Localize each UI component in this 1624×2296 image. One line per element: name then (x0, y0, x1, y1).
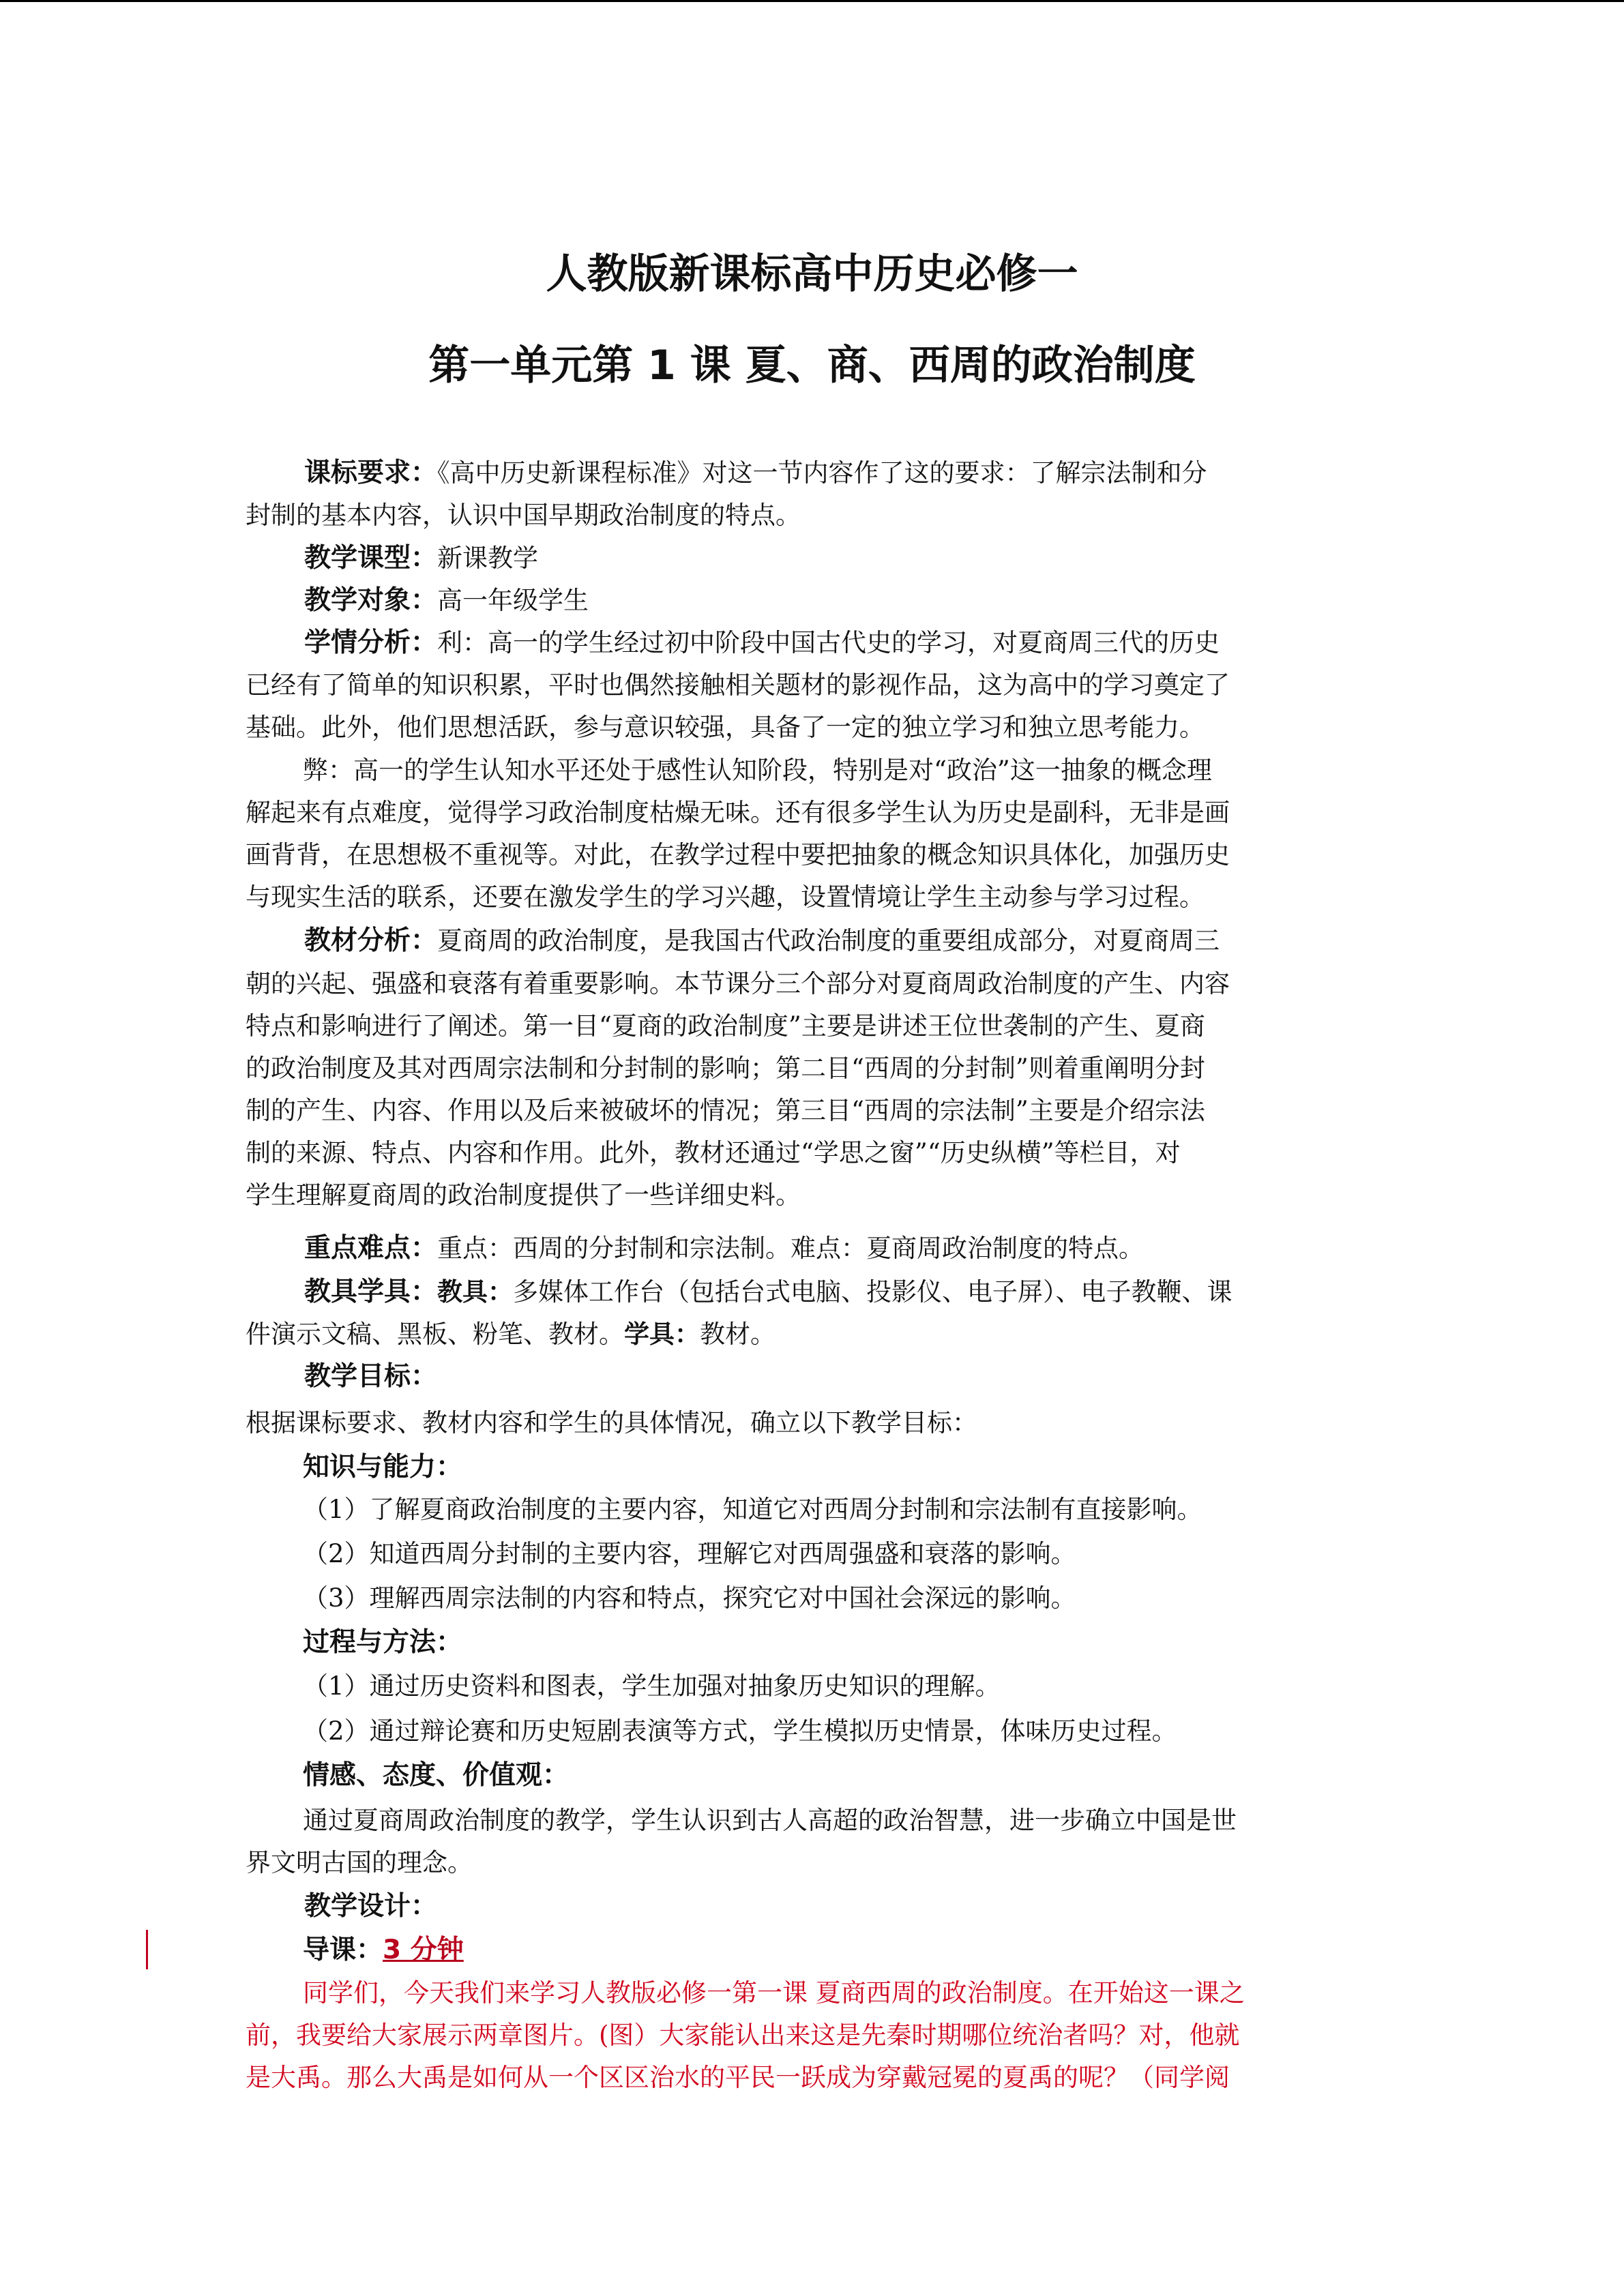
paragraph-line: 解起来有点难度，觉得学习政治制度枯燥无味。还有很多学生认为历史是副科，无非是画 (246, 798, 1230, 827)
list-item: （2）知道西周分封制的主要内容，理解它对西周强盛和衰落的影响。 (303, 1539, 1076, 1568)
line-key-points: 重点难点：重点：西周的分封制和宗法制。难点：夏商周政治制度的特点。 (304, 1233, 1145, 1264)
paragraph-line: 朝的兴起、强盛和衰落有着重要影响。本节课分三个部分对夏商周政治制度的产生、内容 (246, 969, 1230, 998)
list-item: （2）通过辩论赛和历史短剧表演等方式，学生模拟历史情景，体味历史过程。 (303, 1716, 1177, 1746)
paragraph-line: 件演示文稿、黑板、粉笔、教材。学具：教材。 (246, 1319, 776, 1349)
paragraph-line: 特点和影响进行了阐述。第一目“夏商的政治制度”主要是讲述王位世袭制的产生、夏商 (246, 1011, 1205, 1041)
paragraph-line: 是大禹。那么大禹是如何从一个区区治水的平民一跃成为穿戴冠冕的夏禹的呢？（同学阅 (246, 2063, 1230, 2092)
intro-duration: 3 分钟 (383, 1935, 464, 1965)
line-audience: 教学对象：高一年级学生 (304, 585, 589, 616)
paragraph-line: 制的产生、内容、作用以及后来被破坏的情况；第三目“西周的宗法制”主要是介绍宗法 (246, 1096, 1205, 1125)
heading-knowledge: 知识与能力： (303, 1452, 463, 1482)
paragraph-line: 的政治制度及其对西周宗法制和分封制的影响；第二目“西周的分封制”则着重阐明分封 (246, 1054, 1205, 1083)
paragraph-line: 制的来源、特点、内容和作用。此外，教材还通过“学思之窗”“历史纵横”等栏目，对 (246, 1138, 1181, 1167)
list-item: （1）通过历史资料和图表，学生加强对抽象历史知识的理解。 (303, 1671, 1001, 1701)
paragraph-line: 基础。此外，他们思想活跃，参与意识较强，具备了一定的独立学习和独立思考能力。 (246, 713, 1205, 742)
paragraph-line: 已经有了简单的知识积累，平时也偶然接触相关题材的影视作品，这为高中的学习奠定了 (246, 670, 1230, 700)
line-intro: 导课：3 分钟 (303, 1935, 464, 1965)
line-student-analysis: 学情分析：利：高一的学生经过初中阶段中国古代史的学习，对夏商周三代的历史 (304, 627, 1220, 658)
paragraph-line: 与现实生活的联系，还要在激发学生的学习兴趣，设置情境让学生主动参与学习过程。 (246, 882, 1205, 912)
line-textbook-analysis: 教材分析：夏商周的政治制度，是我国古代政治制度的重要组成部分，对夏商周三 (304, 925, 1220, 956)
paragraph-line: 学生理解夏商周的政治制度提供了一些详细史料。 (246, 1180, 801, 1210)
paragraph-line: 根据课标要求、教材内容和学生的具体情况，确立以下教学目标： (246, 1408, 977, 1437)
label-standard: 课标要求： (304, 458, 438, 488)
heading-objectives: 教学目标： (304, 1361, 438, 1392)
lesson-title: 第一单元第 1 课 夏、商、西周的政治制度 (428, 342, 1196, 389)
line-teaching-tools: 教具学具：教具：多媒体工作台（包括台式电脑、投影仪、电子屏）、电子教鞭、课 (304, 1277, 1232, 1307)
document-title: 人教版新课标高中历史必修一 (546, 250, 1078, 298)
paragraph-line: 前，我要给大家展示两章图片。(图）大家能认出来这是先秦时期哪位统治者吗？对，他就 (246, 2021, 1240, 2050)
heading-teaching-design: 教学设计： (304, 1891, 438, 1922)
list-item: （1）了解夏商政治制度的主要内容，知道它对西周分封制和宗法制有直接影响。 (303, 1495, 1202, 1524)
page-top-border (0, 0, 1624, 2)
paragraph-line: 封制的基本内容，认识中国早期政治制度的特点。 (246, 501, 801, 530)
paragraph-line: 通过夏商周政治制度的教学，学生认识到古人高超的政治智慧，进一步确立中国是世 (303, 1806, 1237, 1835)
revision-change-bar (146, 1930, 148, 1969)
paragraph-line: 界文明古国的理念。 (246, 1848, 473, 1877)
paragraph-line: 同学们，今天我们来学习人教版必修一第一课 夏商西周的政治制度。在开始这一课之 (303, 1978, 1245, 2008)
paragraph-line: 画背背，在思想极不重视等。对此，在教学过程中要把抽象的概念知识具体化，加强历史 (246, 840, 1230, 869)
line-lesson-type: 教学课型：新课教学 (304, 543, 539, 573)
heading-process: 过程与方法： (303, 1627, 463, 1658)
line-standard: 课标要求：《高中历史新课程标准》对这一节内容作了这的要求：了解宗法制和分 (304, 458, 1207, 488)
list-item: （3）理解西周宗法制的内容和特点，探究它对中国社会深远的影响。 (303, 1583, 1076, 1613)
paragraph-line: 弊：高一的学生认知水平还处于感性认知阶段，特别是对“政治”这一抽象的概念理 (303, 756, 1212, 785)
heading-values: 情感、态度、价值观： (303, 1760, 570, 1791)
